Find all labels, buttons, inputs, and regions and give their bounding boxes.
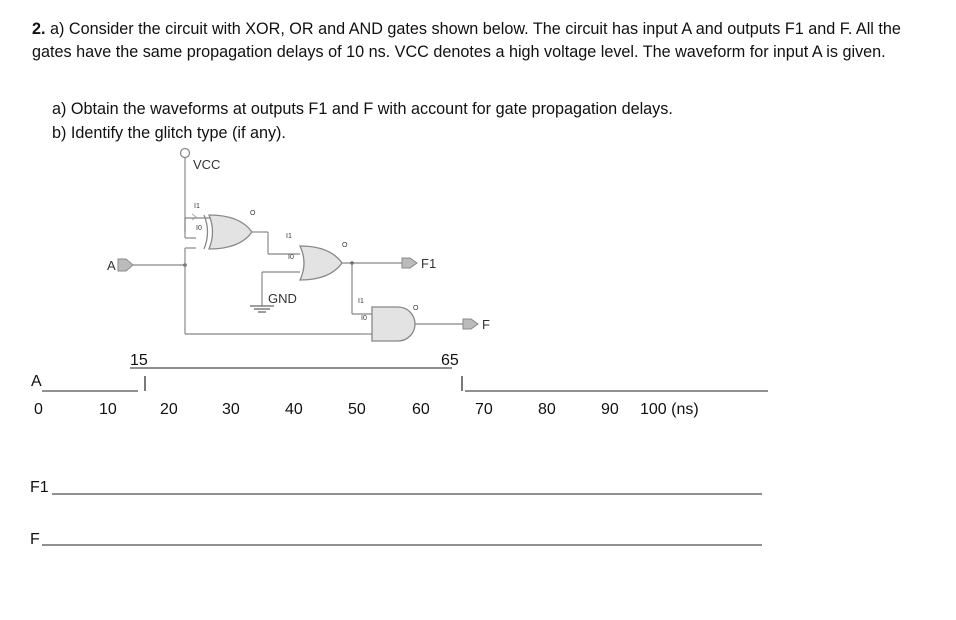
tick-label: 60 (412, 401, 430, 418)
tick-label: 80 (538, 401, 556, 418)
xor-i1-label: I1 (194, 203, 200, 210)
signal-a-label: A (31, 373, 42, 390)
part-a: a) Obtain the waveforms at outputs F1 and F with account for gate propagation delays. (52, 100, 673, 118)
or-i0-label: I0 (288, 254, 294, 261)
xor-i0-label: I0 (196, 225, 202, 232)
and-gate (372, 307, 415, 341)
and-i1-label: I1 (358, 298, 364, 305)
signal-f1-label: F1 (30, 479, 49, 496)
xor-gate (209, 215, 252, 249)
input-a-label: A (107, 258, 116, 273)
or-i1-label: I1 (286, 233, 292, 240)
tick-label: 50 (348, 401, 366, 418)
marker-65: 65 (441, 352, 459, 369)
gnd-label: GND (268, 291, 297, 306)
tick-label: 90 (601, 401, 619, 418)
and-i0-label: I0 (361, 315, 367, 322)
output-f-label: F (482, 317, 490, 332)
tick-label: 30 (222, 401, 240, 418)
marker-15: 15 (130, 352, 148, 369)
time-axis (34, 401, 699, 418)
signal-f-label: F (30, 531, 40, 548)
or-o-label: O (342, 242, 348, 249)
or-gate (300, 246, 342, 280)
problem-intro-text: a) Consider the circuit with XOR, OR and AND gates shown below. The circuit has input A and outputs F1 and F. All the gates have the same propagation delays of 10 ns. VCC denotes a high voltage level. The waveform for input A is given. (32, 20, 901, 61)
xor-o-label: O (250, 210, 256, 217)
and-o-label: O (413, 305, 419, 312)
output-f1-port (402, 258, 417, 268)
tick-label: 0 (34, 401, 43, 418)
output-f1-label: F1 (421, 256, 437, 271)
tick-label: 100 (ns) (640, 401, 699, 418)
vcc-terminal (181, 149, 190, 158)
tick-label: 40 (285, 401, 303, 418)
problem-number: 2. (32, 20, 46, 38)
vcc-label: VCC (193, 157, 221, 172)
tick-label: 10 (99, 401, 117, 418)
tick-label: 20 (160, 401, 178, 418)
part-b: b) Identify the glitch type (if any). (52, 124, 286, 142)
output-f-port (463, 319, 478, 329)
input-a-port (118, 259, 133, 271)
tick-label: 70 (475, 401, 493, 418)
